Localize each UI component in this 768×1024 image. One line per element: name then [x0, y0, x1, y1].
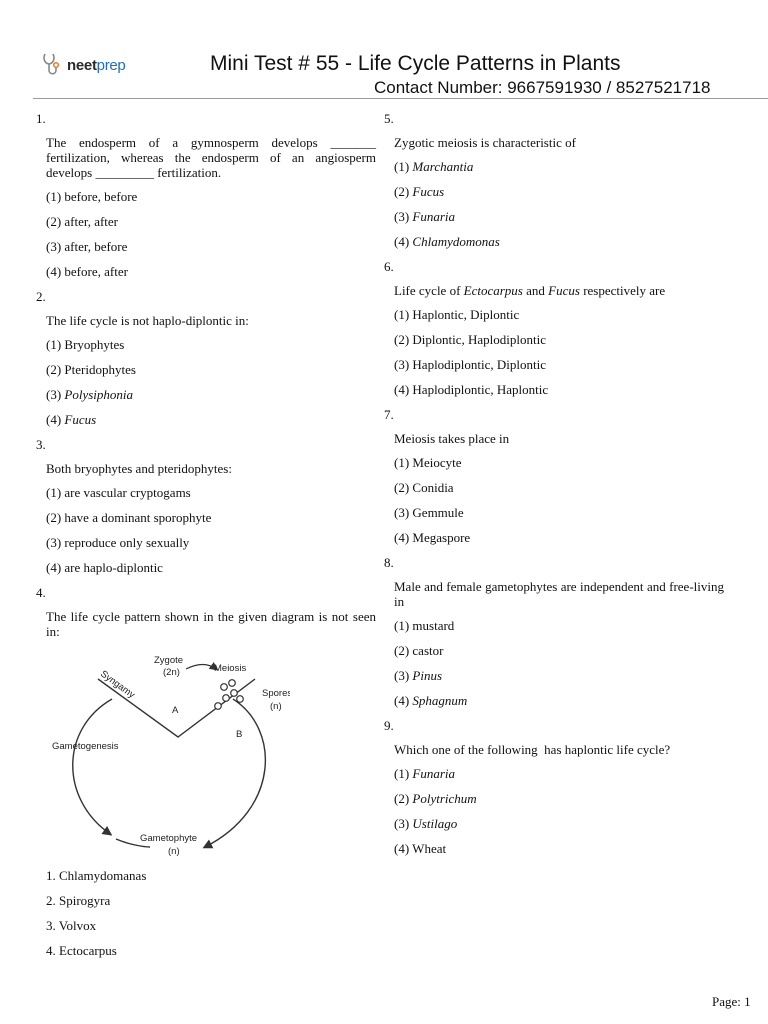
- question-number: 2.: [36, 289, 46, 304]
- question-number: 9.: [384, 718, 394, 733]
- option: (4) Wheat: [394, 841, 447, 856]
- option: (3) Haplodiplontic, Diplontic: [394, 357, 547, 372]
- label-b: B: [236, 729, 243, 740]
- option: (1) before, before: [46, 189, 138, 204]
- question-stem: Which one of the following has haplontic life cycle?: [394, 742, 671, 757]
- cycle-arc-right: [205, 699, 265, 847]
- option: (3) Funaria: [394, 209, 456, 224]
- option: (2) Diplontic, Haplodiplontic: [394, 332, 547, 347]
- label-zygote-n: (2n): [163, 667, 180, 678]
- cycle-arc-left: [73, 699, 112, 834]
- option: (3) Polysiphonia: [46, 387, 134, 402]
- option: (3) after, before: [46, 239, 128, 254]
- option: (1) Funaria: [394, 766, 456, 781]
- option: (1) Marchantia: [394, 159, 474, 174]
- zygote-meiosis-arrow: [186, 665, 216, 670]
- option: (1) are vascular cryptogams: [46, 485, 191, 500]
- question-stem: The life cycle pattern shown in the given diagram is not seen in:: [46, 609, 376, 639]
- option: (3) Gemmule: [394, 505, 464, 520]
- label-spores-n: (n): [270, 701, 282, 712]
- option: (4) are haplo-diplontic: [46, 560, 163, 575]
- label-gametogenesis: Gametogenesis: [52, 741, 119, 752]
- option: 4. Ectocarpus: [46, 943, 117, 958]
- option: (4) Fucus: [46, 412, 97, 427]
- question-8: [384, 555, 724, 709]
- logo-wordmark: neetprep: [67, 56, 126, 74]
- option: (4) Chlamydomonas: [394, 234, 500, 249]
- page-number: Page: 1: [712, 994, 751, 1009]
- option: (2) Conidia: [394, 480, 454, 495]
- option: (3) reproduce only sexually: [46, 535, 190, 550]
- question-number: 5.: [384, 111, 394, 126]
- question-stem: The life cycle is not haplo-diplontic in:: [46, 313, 249, 328]
- question-9: [384, 718, 724, 857]
- option: 2. Spirogyra: [46, 893, 111, 908]
- header-divider: [33, 98, 768, 99]
- option: 1. Chlamydomanas: [46, 868, 147, 883]
- option: (4) Sphagnum: [394, 693, 468, 708]
- left-column: [36, 110, 376, 959]
- label-spores: Spores: [262, 688, 290, 699]
- question-stem: Both bryophytes and pteridophytes:: [46, 461, 232, 476]
- contact-number: Contact Number: 9667591930 / 8527521718: [374, 78, 711, 97]
- question-5: [384, 111, 724, 250]
- question-stem: Meiosis takes place in: [394, 431, 510, 446]
- label-syngamy: Syngamy: [98, 668, 137, 701]
- option: 3. Volvox: [46, 918, 97, 933]
- option: (1) Meiocyte: [394, 455, 462, 470]
- option: (2) Polytrichum: [394, 791, 477, 806]
- option: (2) castor: [394, 643, 444, 658]
- question-number: 4.: [36, 585, 46, 600]
- life-cycle-diagram: [50, 649, 290, 859]
- option: (2) after, after: [46, 214, 119, 229]
- label-a: A: [172, 705, 179, 716]
- option: (3) Ustilago: [394, 816, 458, 831]
- question-stem: Male and female gametophytes are independent and free-living in: [394, 579, 724, 609]
- question-7: [384, 407, 724, 546]
- question-number: 3.: [36, 437, 46, 452]
- question-2: [36, 289, 376, 428]
- question-6: [384, 259, 724, 398]
- option: (4) Megaspore: [394, 530, 471, 545]
- question-4: [36, 585, 376, 959]
- label-gametophyte: Gametophyte: [140, 833, 198, 844]
- question-1: [36, 111, 376, 280]
- stethoscope-icon: [42, 52, 64, 78]
- option: (1) Bryophytes: [46, 337, 125, 352]
- question-number: 7.: [384, 407, 394, 422]
- option: (2) Pteridophytes: [46, 362, 136, 377]
- option: (1) Haplontic, Diplontic: [394, 307, 520, 322]
- tetrad-icon: [215, 680, 244, 710]
- neetprep-logo: [42, 52, 125, 78]
- question-stem: The endosperm of a gymnosperm develops _______ fertilization, whereas the endosperm of an angiosperm develops _________ fertilization.: [46, 135, 376, 180]
- right-column: [384, 110, 724, 857]
- page-title: Mini Test # 55 - Life Cycle Patterns in Plants: [210, 52, 621, 75]
- option: (2) have a dominant sporophyte: [46, 510, 212, 525]
- option: (1) mustard: [394, 618, 455, 633]
- option: (4) Haplodiplontic, Haplontic: [394, 382, 549, 397]
- label-gametophyte-n: (n): [168, 846, 180, 857]
- question-number: 1.: [36, 111, 46, 126]
- option: (3) Pinus: [394, 668, 443, 683]
- question-stem: Zygotic meiosis is characteristic of: [394, 135, 576, 150]
- question-number: 6.: [384, 259, 394, 274]
- question-stem: Life cycle of Ectocarpus and Fucus respectively are: [394, 283, 666, 298]
- question-3: [36, 437, 376, 576]
- page-header: [0, 0, 768, 100]
- option: (2) Fucus: [394, 184, 445, 199]
- label-meiosis: Meiosis: [214, 663, 247, 674]
- question-number: 8.: [384, 555, 394, 570]
- option: (4) before, after: [46, 264, 128, 279]
- label-zygote: Zygote: [154, 655, 184, 666]
